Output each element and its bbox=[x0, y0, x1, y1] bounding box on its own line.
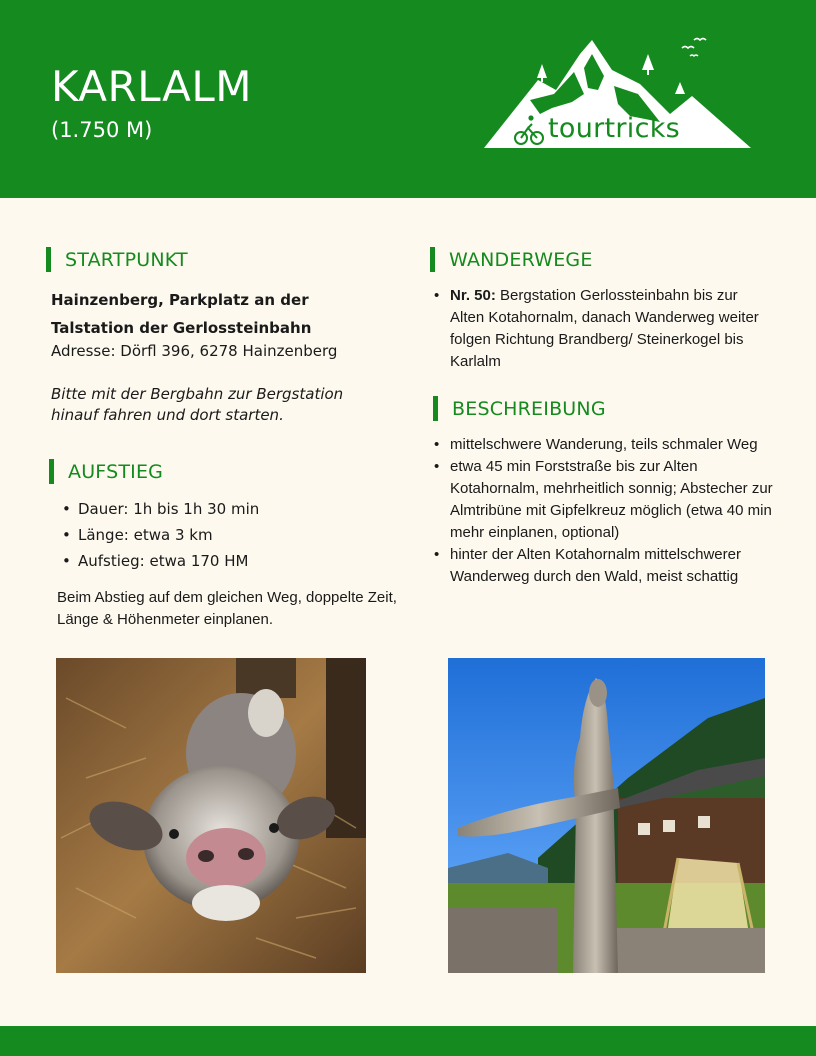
heading-bar bbox=[46, 247, 51, 272]
logo-text: tourtricks bbox=[548, 113, 681, 144]
wanderwege-heading bbox=[430, 247, 593, 272]
page-title: KARLALM bbox=[51, 62, 252, 111]
abstieg-note: Beim Abstieg auf dem gleichen Weg, doppelte Zeit, Länge & Höhenmeter einplanen. bbox=[57, 589, 397, 628]
aufstieg-list bbox=[58, 496, 259, 574]
alm-photo-icon bbox=[448, 658, 765, 973]
start-note: Bitte mit der Bergbahn zur Bergstation hinauf fahren und dort starten. bbox=[51, 385, 344, 424]
page-subtitle: (1.750 M) bbox=[51, 118, 153, 142]
list-item: • Aufstieg: etwa 170 HM bbox=[58, 548, 259, 574]
trail-description: Bergstation Gerlossteinbahn bis zur Alten Kotahornalm, danach Wanderweg weiter folgen Richtung Brandberg/ Steinerkogel bis Karlalm bbox=[450, 287, 759, 370]
list-item: • hinter der Alten Kotahornalm mittelschwerer Wanderweg durch den Wald, meist schattig bbox=[430, 544, 785, 588]
wanderwege-title: WANDERWEGE bbox=[449, 248, 593, 271]
heading-bar bbox=[430, 247, 435, 272]
beschreibung-list bbox=[430, 434, 785, 588]
trail-number: Nr. 50: bbox=[450, 287, 496, 304]
alm-photo bbox=[448, 658, 765, 973]
start-location: Hainzenberg, Parkplatz an der Talstation der Gerlossteinbahn bbox=[51, 291, 312, 337]
header-banner bbox=[0, 0, 816, 198]
beschreibung-heading bbox=[433, 396, 606, 421]
start-address: Adresse: Dörfl 396, 6278 Hainzenberg bbox=[51, 342, 338, 360]
startpunkt-title: STARTPUNKT bbox=[65, 248, 188, 271]
wanderwege-list bbox=[430, 285, 775, 373]
aufstieg-heading bbox=[49, 459, 163, 484]
beschreibung-title: BESCHREIBUNG bbox=[452, 397, 606, 420]
list-item: • Dauer: 1h bis 1h 30 min bbox=[58, 496, 259, 522]
list-item bbox=[430, 285, 775, 373]
heading-bar bbox=[433, 396, 438, 421]
heading-bar bbox=[49, 459, 54, 484]
startpunkt-heading bbox=[46, 247, 188, 272]
list-item: • etwa 45 min Forststraße bis zur Alten Kotahornalm, mehrheitlich sonnig; Abstecher zur Almtribüne mit Gipfelkreuz möglich (etwa 40 min mehr einplanen, optional) bbox=[430, 456, 785, 544]
calf-photo-icon bbox=[56, 658, 366, 973]
aufstieg-title: AUFSTIEG bbox=[68, 460, 164, 483]
calf-photo bbox=[56, 658, 366, 973]
footer-bar bbox=[0, 1026, 816, 1056]
list-item: • mittelschwere Wanderung, teils schmaler Weg bbox=[430, 434, 785, 456]
list-item: • Länge: etwa 3 km bbox=[58, 522, 259, 548]
